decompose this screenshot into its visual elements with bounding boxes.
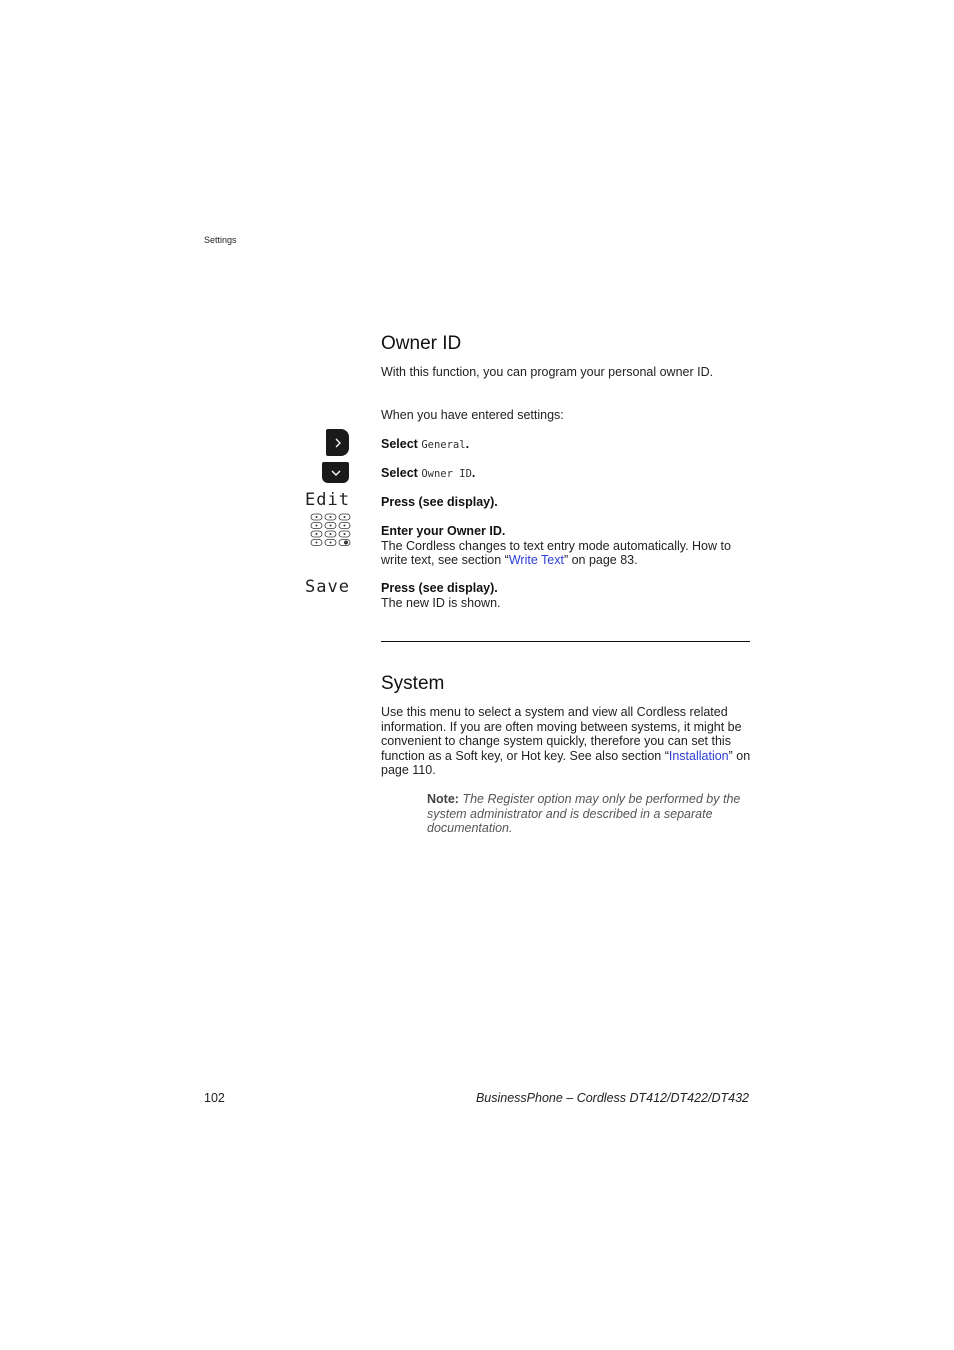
body-line: page 110. — [381, 763, 436, 778]
keypad-icon — [310, 513, 351, 547]
step-press-edit: Press (see display). — [381, 495, 498, 509]
down-arrow-key-icon — [322, 462, 349, 483]
chevron-right-icon — [333, 437, 343, 449]
edit-softkey-icon: Edit — [305, 490, 350, 510]
note-line — [427, 792, 752, 807]
step-description-line — [381, 553, 761, 568]
step-action: Select — [381, 437, 418, 451]
step-punct: . — [471, 466, 476, 480]
save-softkey-icon: Save — [305, 577, 350, 597]
section-title-owner-id: Owner ID — [381, 333, 462, 354]
page-number: 102 — [204, 1091, 225, 1105]
right-arrow-key-icon — [326, 429, 349, 456]
note-line: system administrator and is described in a separate — [427, 806, 713, 821]
running-header: Settings — [204, 235, 237, 245]
body-text: function as a Soft key, or Hot key. See also section “ — [381, 748, 669, 763]
section-title-system: System — [381, 673, 445, 694]
body-text: ” on — [728, 748, 751, 763]
step-press-save — [381, 581, 501, 610]
body-line: Use this menu to select a system and view all Cordless related — [381, 705, 728, 719]
body-line — [381, 749, 761, 764]
step-action: Enter your Owner ID. — [381, 524, 506, 538]
installation-link[interactable]: Installation — [668, 748, 729, 763]
step-action: Select — [381, 466, 418, 480]
step-punct: . — [465, 437, 470, 451]
step-select-general — [381, 437, 469, 453]
write-text-link[interactable]: Write Text — [508, 553, 564, 568]
system-body — [381, 705, 761, 778]
body-line: convenient to change system quickly, therefore you can set this — [381, 734, 731, 749]
step-action: Press (see display). — [381, 581, 498, 595]
step-text: ” on page 83. — [563, 553, 638, 568]
step-description-line: The new ID is shown. — [381, 595, 501, 610]
chevron-down-icon — [330, 468, 342, 478]
owner-id-when-entered: When you have entered settings: — [381, 408, 564, 422]
menu-item-owner-id: Owner ID — [421, 468, 472, 480]
step-text: write text, see section “ — [381, 553, 509, 568]
note-text: The Register option may only be performed by the — [462, 792, 741, 806]
footer-title: BusinessPhone – Cordless DT412/DT422/DT432 — [475, 1091, 749, 1105]
note-label: Note: — [427, 792, 459, 806]
note-block — [427, 792, 752, 836]
step-enter-owner-id — [381, 524, 761, 568]
step-description-line: The Cordless changes to text entry mode automatically. How to — [381, 538, 731, 553]
owner-id-intro: With this function, you can program your personal owner ID. — [381, 365, 714, 379]
step-select-owner-id — [381, 466, 475, 482]
menu-item-general: General — [421, 439, 466, 451]
body-line: information. If you are often moving between systems, it might be — [381, 719, 742, 734]
note-line: documentation. — [427, 821, 513, 836]
section-divider — [381, 641, 750, 642]
